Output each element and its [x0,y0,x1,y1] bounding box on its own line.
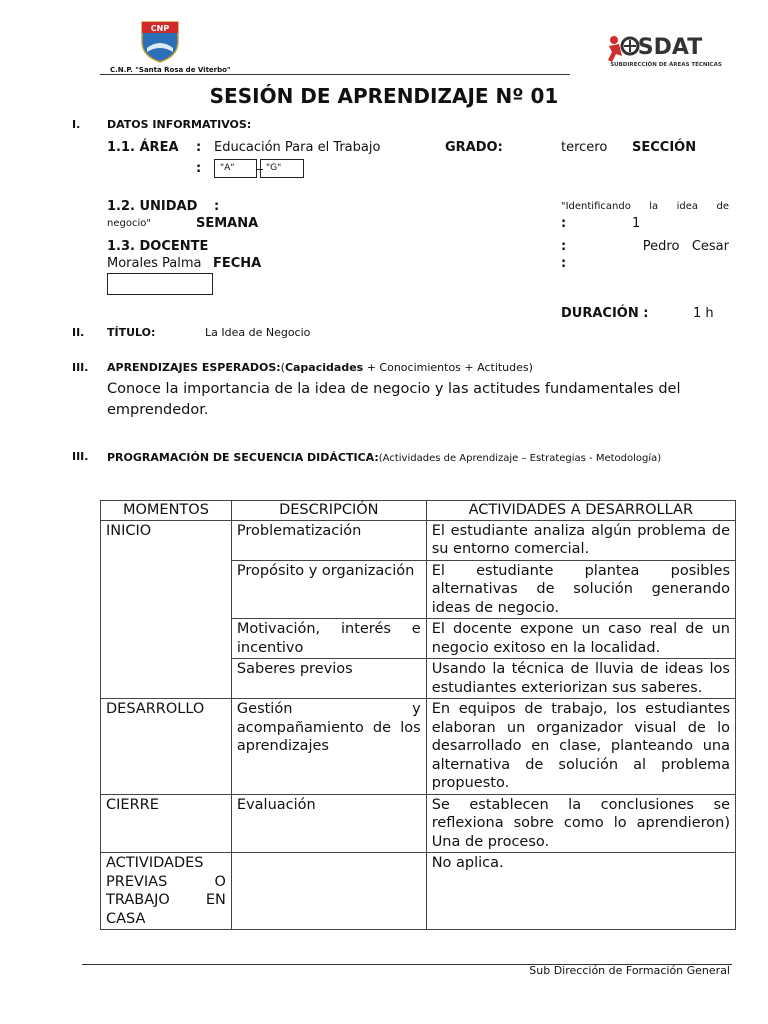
unidad-value-line2: negocio" [107,218,151,229]
descripcion-cell: Evaluación [231,794,426,853]
header-rule [100,74,570,75]
descripcion-cell: Propósito y organización [231,560,426,619]
grado-value: tercero [561,140,608,155]
area-colon: : [196,140,202,155]
titulo-value: La Idea de Negocio [205,326,311,339]
seccion-colon: : [196,161,202,176]
section-number: I. [72,118,81,131]
aprendizajes-capacidades: Capacidades [284,361,364,374]
descripcion-cell [231,853,426,930]
footer-text: Sub Dirección de Formación General [529,964,730,977]
actividad-cell: Usando la técnica de lluvia de ideas los estudiantes exteriorizan sus saberes. [426,659,735,699]
seccion-option-a[interactable]: "A" [214,159,257,178]
momento-desarrollo: DESARROLLO [101,699,232,795]
programacion-heading-line [107,450,730,467]
seccion-label: SECCIÓN [632,140,697,155]
semana-colon: : [561,216,567,231]
svg-text:SDAT: SDAT [637,35,703,60]
aprendizajes-heading-line [107,361,533,374]
svg-text:CNP: CNP [150,24,170,33]
section-number: II. [72,326,85,339]
docente-colon: : [561,239,567,254]
sdat-logo [606,30,722,70]
programacion-heading: PROGRAMACIÓN DE SECUENCIA DIDÁCTICA: [107,451,379,464]
momento-cierre: CIERRE [101,794,232,853]
table-row [101,794,736,853]
table-row [101,699,736,795]
descripcion-cell: Saberes previos [231,659,426,699]
header-actividades: ACTIVIDADES A DESARROLLAR [426,501,735,521]
aprendizajes-heading: APRENDIZAJES ESPERADOS: [107,361,281,374]
aprendizajes-rest: + Conocimientos + Actitudes) [363,361,533,374]
header-descripcion: DESCRIPCIÓN [231,501,426,521]
aprendizajes-paren: ( [280,361,285,374]
unidad-label: 1.2. UNIDAD [107,199,198,214]
programacion-note: (Actividades de Aprendizaje – Estrategias - Metodología) [378,453,662,464]
actividad-cell: En equipos de trabajo, los estudiantes elaboran un organizador visual de lo desarrollado en clase, planteando una alternativa de solución al problema propuesto. [426,699,735,795]
header-momentos: MOMENTOS [101,501,232,521]
fecha-input[interactable] [107,273,213,295]
descripcion-cell: Gestión y acompañamiento de los aprendizajes [231,699,426,795]
svg-text:SUBDIRECCIÓN DE ÁREAS TÉCNICAS: SUBDIRECCIÓN DE ÁREAS TÉCNICAS [610,62,722,68]
seccion-option-g[interactable]: "G" [260,159,304,178]
section-number: III. [72,450,89,463]
duracion-label: DURACIÓN : [561,306,649,321]
school-name: C.N.P. "Santa Rosa de Viterbo" [110,66,231,74]
momento-inicio: INICIO [101,520,232,699]
area-label: 1.1. ÁREA [107,140,179,155]
table-row [101,520,736,560]
school-shield-logo [138,18,182,64]
section-heading: DATOS INFORMATIVOS: [107,118,252,131]
semana-label: SEMANA [196,216,259,231]
actividad-cell: No aplica. [426,853,735,930]
momento-actividades-previas: ACTIVIDADES PREVIAS O TRABAJO EN CASA [101,853,232,930]
duracion-value: 1 h [693,306,714,321]
titulo-label: TÍTULO: [107,326,156,339]
docente-value-line1: Pedro Cesar [642,239,729,254]
docente-value-line2: Morales Palma [107,256,202,271]
table-header-row [101,501,736,521]
docente-label: 1.3. DOCENTE [107,239,209,254]
actividad-cell: El docente expone un caso real de un negocio exitoso en la localidad. [426,619,735,659]
secuencia-table [100,500,736,930]
section-number: III. [72,361,89,374]
area-value: Educación Para el Trabajo [214,140,381,155]
grado-label: GRADO: [445,140,503,155]
actividad-cell: El estudiante analiza algún problema de su entorno comercial. [426,520,735,560]
unidad-colon: : [214,199,220,214]
fecha-label: FECHA [213,256,262,271]
page-title: SESIÓN DE APRENDIZAJE Nº 01 [209,84,559,108]
actividad-cell: Se establecen la conclusiones se reflexiona sobre como lo aprendieron) Una de proceso. [426,794,735,853]
semana-value: 1 [632,216,641,231]
aprendizajes-body: Conoce la importancia de la idea de negocio y las actitudes fundamentales del emprendedor. [107,381,681,418]
descripcion-cell: Motivación, interés e incentivo [231,619,426,659]
descripcion-cell: Problematización [231,520,426,560]
table-row [101,853,736,930]
fecha-colon: : [561,256,567,271]
unidad-value-line1: "Identificando la idea de [561,201,729,212]
actividad-cell: El estudiante plantea posibles alternativas de solución generando ideas de negocio. [426,560,735,619]
